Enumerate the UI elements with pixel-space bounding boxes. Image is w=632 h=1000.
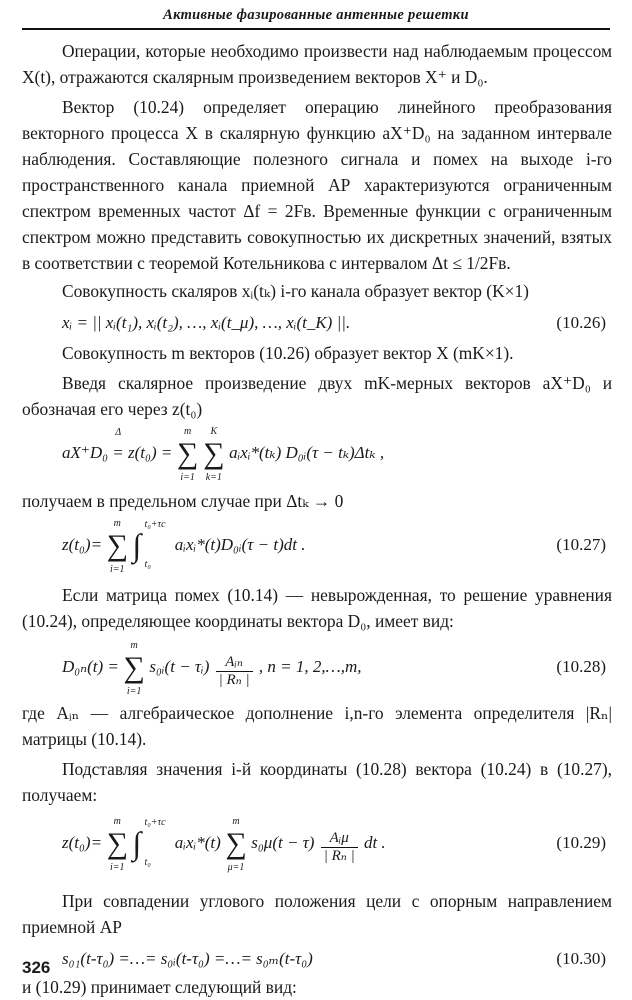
paragraph-3: Совокупность скаляров xᵢ(tₖ) i-го канала образует вектор (K×1) [62, 281, 529, 301]
equation-term: aᵢxᵢ*(t) [174, 833, 221, 852]
fraction-numerator: Aᵢμ [321, 830, 358, 848]
equation-mid: z(t₀) = [128, 443, 177, 462]
equation-term: aᵢxᵢ*(t)D₀ᵢ(τ − t)dt . [174, 535, 306, 554]
equation-body: s₀₁(t-τ₀) =…= s₀ᵢ(t-τ₀) =…= s₀ₘ(t-τ₀) [62, 949, 313, 968]
sum-lower-limit: i=1 [126, 686, 142, 697]
equation-definition [22, 422, 612, 488]
paragraph-1: Операции, которые необходимо произвести над наблюдаемым процессом X(t), отражаются скалярным произведением векторов X⁺ и D₀. [22, 41, 612, 87]
equation-tail: , n = 1, 2,…,m, [258, 657, 362, 676]
delta-accent: Δ [115, 427, 122, 438]
sum-symbol: ∑ m i=1 [106, 816, 128, 873]
definition-sign [112, 427, 124, 466]
page-body [22, 38, 612, 1000]
equation-body [62, 518, 306, 575]
integral-lower-limit: t₀ [144, 857, 151, 868]
sum-symbol: ∑ m i=1 [176, 426, 199, 483]
equation-number: (10.30) [556, 949, 606, 968]
sum-symbol: ∑ K k=1 [203, 426, 225, 483]
fraction-numerator: Aᵢₙ [216, 654, 253, 672]
equation-term: aᵢxᵢ*(tₖ) D₀ᵢ(τ − tₖ)Δtₖ , [229, 443, 385, 462]
sum-lower-limit: i=1 [110, 862, 125, 873]
equation-10-30 [22, 946, 612, 972]
sum-upper-limit: m [232, 816, 240, 827]
sum-lower-limit: μ=1 [227, 862, 245, 873]
sum-symbol: ∑ m i=1 [106, 518, 128, 575]
equation-term: s₀ᵢ(t − τᵢ) [149, 657, 210, 676]
running-header: Активные фазированные антенные решетки [22, 4, 610, 30]
equation-body: xᵢ = || xᵢ(t₁), xᵢ(t₂), …, xᵢ(t_μ), …, xᵢ(t_K) ||. [62, 313, 351, 332]
integral-upper-limit: t₀+τc [144, 817, 166, 828]
fraction-denominator: | Rₙ | [323, 848, 355, 864]
sum-lower-limit: k=1 [205, 472, 222, 483]
equation-lhs: z(t₀)= [62, 535, 103, 554]
paragraph-4: Совокупность m векторов (10.26) образует вектор X (mK×1). [62, 343, 514, 363]
sum-lower-limit: i=1 [180, 472, 195, 483]
paragraph-10: При совпадении углового положения цели с опорным направлением приемной АР [22, 891, 612, 937]
sum-upper-limit: m [130, 640, 138, 651]
sum-lower-limit: i=1 [110, 564, 125, 575]
equation-10-29 [22, 808, 612, 880]
fraction [216, 654, 253, 689]
sum-symbol: ∑ m μ=1 [225, 816, 247, 873]
equation-10-27 [22, 514, 612, 578]
equation-lhs: aX⁺D₀ [62, 443, 113, 462]
fraction-denominator: | Rₙ | [218, 672, 250, 688]
sum-upper-limit: m [183, 426, 192, 437]
sum-symbol: ∑ m i=1 [123, 640, 145, 697]
equation-body [62, 426, 385, 483]
paragraph-6: получаем в предельном случае при Δtₖ → 0 [22, 491, 344, 511]
paragraph-7: Если матрица помех (10.14) — невырожденная, то решение уравнения (10.24), определяющее координаты вектора D₀, имеет вид: [22, 585, 612, 631]
equation-10-28 [22, 634, 612, 700]
equation-number: (10.26) [556, 313, 606, 332]
equation-lhs: z(t₀)= [62, 833, 103, 852]
fraction [321, 830, 358, 865]
integral-lower-limit: t₀ [144, 559, 151, 570]
paragraph-8: где Aᵢₙ — алгебраическое дополнение i,n-го элемента определителя |Rₙ| матрицы (10.14). [22, 703, 612, 749]
paragraph-2: Вектор (10.24) определяет операцию линейного преобразования векторного процесса X в скалярную функцию aX⁺D₀ на заданном интервале наблюдения. Составляющие полезного сигнала и помех на выходе i-го пространственного канала приемной АР характеризуются ограниченным спектром временных частот Δf = 2Fв. Временные функции с ограниченным спектром можно представить совокупностью их дискретных значений, взятых в соответствии с теоремой Котельникова с интервалом Δt ≤ 1/2Fв. [22, 97, 612, 273]
integral-upper-limit: t₀+τc [144, 519, 166, 530]
paragraph-11: и (10.29) принимает следующий вид: [22, 977, 297, 997]
page-number: 326 [22, 958, 51, 977]
paragraph-9: Подставляя значения i-й координаты (10.28) вектора (10.24) в (10.27), получаем: [22, 759, 612, 805]
integral-symbol: ∫ t₀+τc t₀ [132, 817, 166, 868]
equation-number: (10.27) [556, 535, 606, 554]
sum-upper-limit: m [113, 816, 121, 827]
equation-tail: dt . [363, 833, 386, 852]
integral-symbol: ∫ t₀+τc t₀ [132, 519, 166, 570]
equation-lhs: D₀ₙ(t) = [62, 657, 124, 676]
equation-term-2: s₀μ(t − τ) [251, 833, 315, 852]
sum-upper-limit: K [210, 426, 218, 437]
equation-body [62, 816, 386, 873]
equation-10-26 [22, 310, 612, 336]
equals-sign: = [112, 443, 124, 462]
equation-number: (10.28) [556, 657, 606, 676]
equation-body [62, 640, 362, 697]
equation-number: (10.29) [556, 833, 606, 852]
paragraph-5: Введя скалярное произведение двух mK-мерных векторов aX⁺D₀ и обозначая его через z(t₀) [22, 373, 612, 419]
sum-upper-limit: m [113, 518, 121, 529]
